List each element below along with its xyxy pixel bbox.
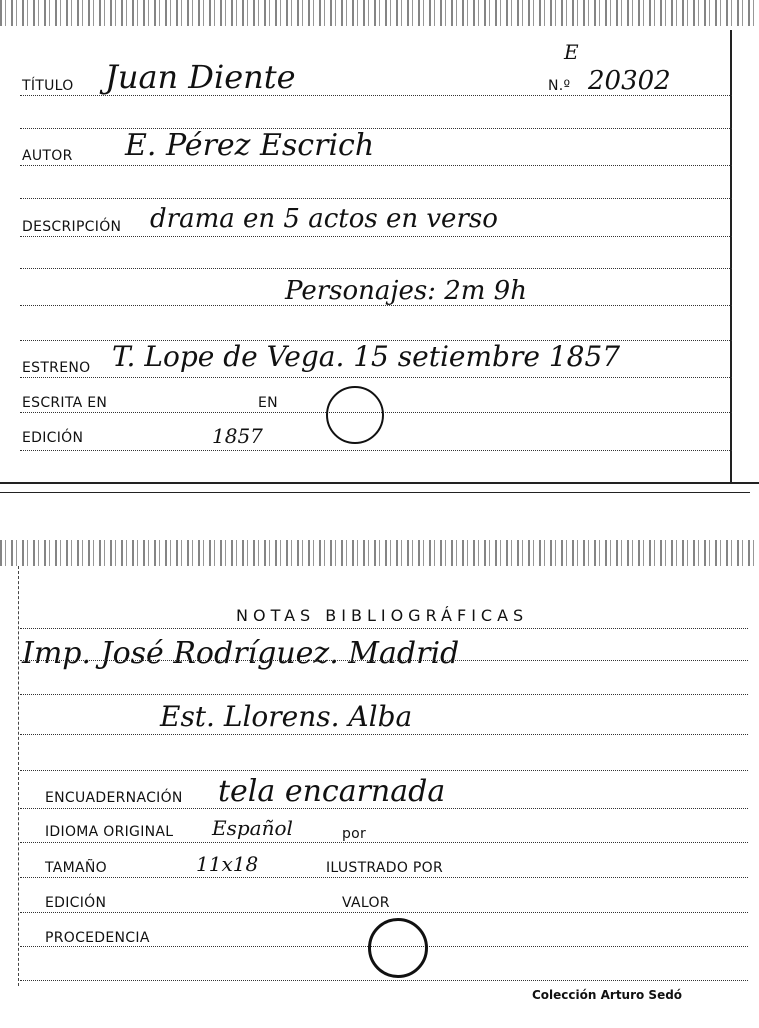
ruled-line <box>20 377 732 378</box>
ruled-line <box>20 660 748 661</box>
titulo-value: Juan Diente <box>105 58 296 96</box>
descripcion-label: DESCRIPCIÓN <box>22 219 122 235</box>
note-line-1: Imp. José Rodríguez. Madrid <box>22 636 460 671</box>
card-left-edge <box>18 566 19 986</box>
idioma-value: Español <box>212 816 293 840</box>
personajes-value: Personajes: 2m 9h <box>285 276 527 306</box>
ruled-line <box>20 450 732 451</box>
ruled-line <box>20 980 748 981</box>
edicion-value: 1857 <box>212 424 263 448</box>
card-bottom-edge <box>0 482 759 484</box>
titulo-label: TÍTULO <box>22 78 74 94</box>
autor-value: E. Pérez Escrich <box>125 128 375 163</box>
punch-hole <box>326 386 384 444</box>
estreno-value: T. Lope de Vega. 15 setiembre 1857 <box>112 340 621 373</box>
catalog-card-top <box>0 0 759 495</box>
ruled-line <box>20 628 748 629</box>
edicion-label: EDICIÓN <box>22 430 84 446</box>
estreno-label: ESTRENO <box>22 360 91 376</box>
note-line-2: Est. Llorens. Alba <box>160 700 413 733</box>
tamano-label: TAMAÑO <box>45 860 107 876</box>
card-divider <box>0 492 750 493</box>
ruled-line <box>20 268 732 269</box>
edicion-bottom-label: EDICIÓN <box>45 895 107 911</box>
por-label: por <box>342 826 367 842</box>
ruled-line <box>20 808 748 809</box>
punch-hole <box>368 918 428 978</box>
ruled-line <box>20 198 732 199</box>
ruled-line <box>20 770 748 771</box>
numero-label: N.º <box>548 78 571 94</box>
collection-credit: Colección Arturo Sedó <box>532 988 683 1002</box>
valor-label: VALOR <box>342 895 390 911</box>
card-right-edge <box>730 30 732 482</box>
ruled-line <box>20 236 732 237</box>
autor-label: AUTOR <box>22 148 73 164</box>
idioma-label: IDIOMA ORIGINAL <box>45 824 174 840</box>
encuadernacion-label: ENCUADERNACIÓN <box>45 790 183 806</box>
ruled-line <box>20 95 732 96</box>
numero-prefix: E <box>564 40 579 64</box>
descripcion-value: drama en 5 actos en verso <box>150 204 498 234</box>
ruled-line <box>20 877 748 878</box>
encuadernacion-value: tela encarnada <box>218 774 446 809</box>
speckled-edge <box>0 540 759 566</box>
ilustrado-label: ILUSTRADO POR <box>326 860 443 876</box>
speckled-edge <box>0 0 759 26</box>
ruled-line <box>20 305 732 306</box>
notas-heading: NOTAS BIBLIOGRÁFICAS <box>236 606 529 625</box>
ruled-line <box>20 842 748 843</box>
ruled-line <box>20 165 732 166</box>
ruled-line <box>20 734 748 735</box>
tamano-value: 11x18 <box>196 852 259 876</box>
numero-value: 20302 <box>588 66 671 96</box>
procedencia-label: PROCEDENCIA <box>45 930 150 946</box>
en-label: EN <box>258 395 278 411</box>
ruled-line <box>20 912 748 913</box>
escrita-en-label: ESCRITA EN <box>22 395 108 411</box>
ruled-line <box>20 694 748 695</box>
